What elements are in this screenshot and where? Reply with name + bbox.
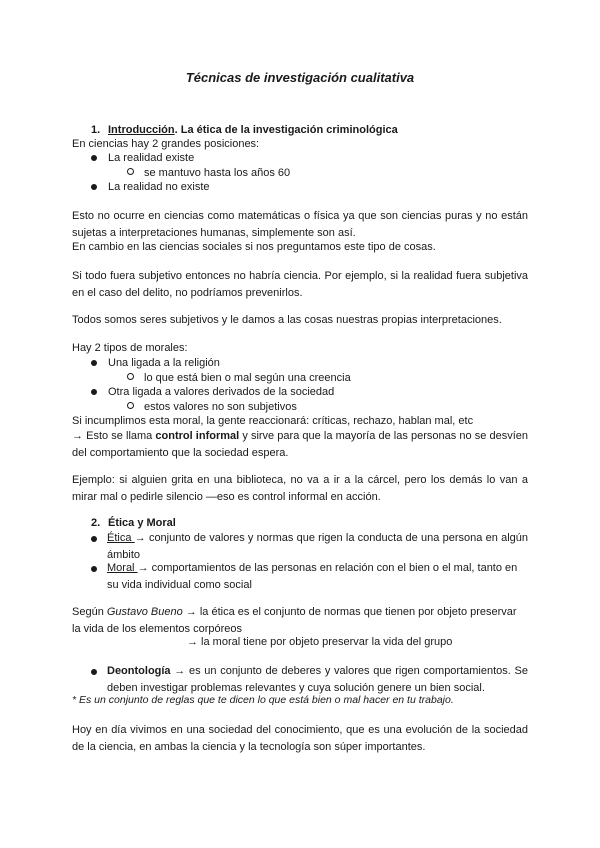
sub-bullet-not-subjective: estos valores no son subjetivos	[144, 401, 297, 413]
section1-number: 1.	[91, 124, 101, 136]
bullet-reality-exists: La realidad existe	[108, 152, 195, 164]
paragraph-subjective: Si todo fuera subjetivo entonces no habría ciencia. Por ejemplo, si la realidad fuera subjetiva en el caso del delito, no podríamos prevenirlos.	[72, 270, 528, 299]
deontologia-definition: → es un conjunto de deberes y valores que rigen comportamientos. Se deben investigar problemas relevantes y cuya solución genere un bien social.	[107, 665, 528, 694]
paragraph-informal-control	[72, 428, 528, 462]
bullet-dot	[91, 669, 97, 675]
moral-term: Moral	[107, 562, 138, 574]
bullet-deontologia	[107, 663, 528, 697]
footnote-rules: * Es un conjunto de reglas que te dicen lo que está bien o mal hacer en tu trabajo.	[72, 694, 454, 706]
bullet-dot	[91, 389, 97, 395]
bullet-dot	[91, 566, 97, 572]
bullet-dot	[91, 360, 97, 366]
section1-heading-rest: . La ética de la investigación criminológica	[174, 124, 398, 136]
bueno-ethics: → la ética es el conjunto de normas que tienen por objeto preservar la vida de los elementos corpóreos	[72, 606, 517, 635]
paragraph-pure-sciences: Esto no ocurre en ciencias como matemáticas o física ya que son ciencias puras y no están sujetas a interpretaciones humanas, simplemente son así.	[72, 210, 528, 239]
bullet-dot	[91, 536, 97, 542]
paragraph-subjective-beings: Todos somos seres subjetivos y le damos a las cosas nuestras propias interpretaciones.	[72, 314, 502, 326]
bullet-dot	[91, 155, 97, 161]
deontologia-term: Deontología	[107, 665, 171, 677]
sub-bullet-circle	[127, 373, 134, 380]
bullet-etica	[107, 530, 528, 564]
sub-bullet-circle	[127, 168, 134, 175]
bueno-moral-line: → la moral tiene por objeto preservar la vida del grupo	[187, 636, 453, 648]
paragraph-gustavo-bueno	[72, 604, 528, 638]
informal-control-arrow: → Esto se llama	[72, 430, 156, 442]
informal-control-desc: y sirve para que la mayoría de las personas no se desvíen del comportamiento que la sociedad espera.	[72, 430, 528, 459]
paragraph-example: Ejemplo: si alguien grita en una biblioteca, no va a ir a la cárcel, pero los demás lo van a mirar mal o pedirle silencio —eso es control informal en acción.	[72, 474, 528, 503]
bueno-prefix: Según	[72, 606, 107, 618]
section1-heading	[108, 123, 398, 137]
bullet-moral	[107, 560, 528, 594]
informal-control-term: control informal	[155, 430, 240, 442]
moral-definition: → comportamientos de las personas en relación con el bien o el mal, tanto en su vida individual como social	[107, 562, 518, 591]
sub-bullet-circle	[127, 402, 134, 409]
paragraph-knowledge-society: Hoy en día vivimos en una sociedad del conocimiento, que es una evolución de la sociedad de la ciencia, en ambas la ciencia y la tecnología son súper importantes.	[72, 724, 528, 753]
morals-intro: Hay 2 tipos de morales:	[72, 342, 188, 354]
sub-bullet-belief: lo que está bien o mal según una creencia	[144, 372, 351, 384]
sub-bullet-60s: se mantuvo hasta los años 60	[144, 167, 291, 179]
section1-heading-main: Introducción	[108, 124, 175, 136]
bueno-name: Gustavo Bueno	[106, 606, 183, 618]
bullet-reality-not-exists: La realidad no existe	[108, 181, 210, 193]
etica-definition: → conjunto de valores y normas que rigen la conducta de una persona en algún ámbito	[107, 532, 528, 561]
paragraph-social-sciences: En cambio en las ciencias sociales si nos preguntamos este tipo de cosas.	[72, 241, 436, 253]
section2-number: 2.	[91, 517, 101, 529]
paragraph-reaction: Si incumplimos esta moral, la gente reaccionará: críticas, rechazo, hablan mal, etc	[72, 415, 474, 427]
document-title: Técnicas de investigación cualitativa	[185, 70, 415, 85]
etica-term: Ética	[107, 532, 135, 544]
bullet-moral-society: Otra ligada a valores derivados de la sociedad	[108, 386, 335, 398]
section2-heading: Ética y Moral	[108, 517, 176, 529]
bullet-moral-religion: Una ligada a la religión	[108, 357, 220, 369]
section1-intro: En ciencias hay 2 grandes posiciones:	[72, 138, 260, 150]
bullet-dot	[91, 184, 97, 190]
